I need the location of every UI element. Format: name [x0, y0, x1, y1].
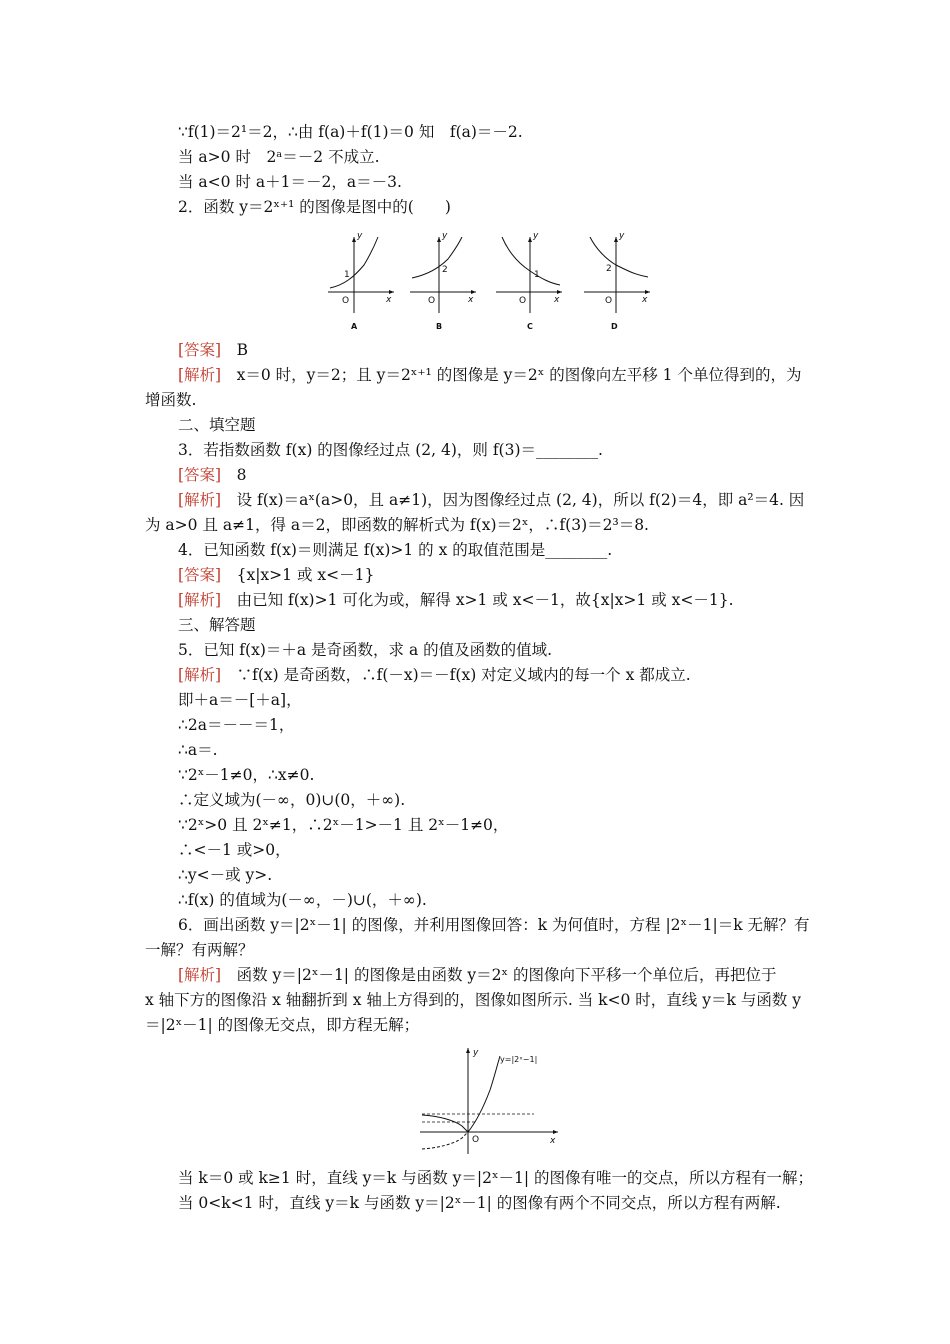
- analysis-4: [178, 590, 734, 610]
- section-answer: 三、解答题: [178, 616, 256, 634]
- analysis-tag: [解析]: [178, 366, 222, 384]
- text-line-25: ∴<－1 或>0，: [178, 841, 291, 859]
- figure-abs-graph: [418, 1044, 564, 1158]
- fig1-a-mark: 1: [344, 270, 350, 280]
- fig1-a-letter: A: [351, 322, 358, 331]
- analysis-2: [178, 365, 801, 385]
- text-line-22: ∵2ˣ－1≠0，∴x≠0.: [178, 766, 315, 784]
- text-line-20: ∴2a＝－－＝1，: [178, 716, 295, 734]
- text-line-24: ∵2ˣ>0 且 2ˣ≠1，∴2ˣ－1>－1 且 2ˣ－1≠0，: [178, 816, 509, 834]
- analysis-4-text: 由已知 f(x)>1 可化为或，解得 x>1 或 x<－1，故{x|x>1 或 x<－1}.: [236, 591, 734, 609]
- text-line-1: ∵f(1)＝2¹＝2，∴由 f(a)＋f(1)＝0 知 f(a)＝－2.: [178, 123, 523, 141]
- text-line-12: 为 a>0 且 a≠1，得 a＝2，即函数的解析式为 f(x)＝2ˣ，∴f(3)＝2³＝8.: [145, 516, 649, 534]
- fig2-origin: O: [472, 1135, 480, 1145]
- answer-3-value: 8: [236, 466, 247, 484]
- text-line-27: ∴f(x) 的值域为(－∞，－)∪(，＋∞).: [178, 891, 427, 909]
- fig1-d-x-label: x: [642, 295, 648, 305]
- text-line-32: ＝|2ˣ－1| 的图像无交点，即方程无解；: [145, 1016, 420, 1034]
- answer-2: [178, 340, 248, 360]
- question-6: 6．画出函数 y＝|2ˣ－1| 的图像，并利用图像回答：k 为何值时，方程 |2ˣ－1|＝k 无解？有: [178, 916, 810, 934]
- fig1-c-mark: 1: [534, 270, 540, 280]
- text-line-21: ∴a＝.: [178, 741, 218, 759]
- fig1-b-x-label: x: [468, 295, 474, 305]
- fig1-c-x-label: x: [554, 295, 560, 305]
- text-line-2: 当 a>0 时 2ᵃ＝－2 不成立.: [178, 148, 380, 166]
- fig1-b-letter: B: [436, 322, 443, 331]
- text-line-3: 当 a<0 时 a＋1＝－2，a＝－3.: [178, 173, 402, 191]
- text-line-26: ∴y<－或 y>.: [178, 866, 273, 884]
- fig1-b-y-label: y: [442, 231, 448, 241]
- fig1-d-letter: D: [611, 322, 618, 331]
- fig2-y-label: y: [473, 1048, 479, 1058]
- fig1-b-mark: 2: [442, 265, 448, 275]
- answer-tag: [答案]: [178, 566, 222, 584]
- text-line-19: 即＋a＝－[＋a]，: [178, 691, 302, 709]
- question-5: 5．已知 f(x)＝＋a 是奇函数，求 a 的值及函数的值域.: [178, 641, 553, 659]
- answer-2-value: B: [236, 341, 248, 359]
- analysis-3: [178, 490, 804, 510]
- question-4: 4．已知函数 f(x)＝则满足 f(x)>1 的 x 的取值范围是________.: [178, 541, 613, 559]
- analysis-2-text: x＝0 时，y＝2；且 y＝2ˣ⁺¹ 的图像是 y＝2ˣ 的图像向左平移 1 个单位得到的，为: [236, 366, 802, 384]
- fig1-d-mark: 2: [606, 264, 612, 274]
- fig1-a-origin: O: [342, 296, 350, 306]
- section-fill-blank: 二、填空题: [178, 416, 256, 434]
- fig1-b-origin: O: [428, 296, 436, 306]
- analysis-tag: [解析]: [178, 491, 222, 509]
- text-line-7: 增函数.: [145, 391, 197, 409]
- analysis-tag: [解析]: [178, 666, 222, 684]
- analysis-5: [178, 665, 691, 685]
- fig1-d-origin: O: [605, 296, 613, 306]
- fig1-c-y-label: y: [533, 231, 539, 241]
- question-2: 2．函数 y＝2ˣ⁺¹ 的图像是图中的( ): [178, 198, 451, 216]
- figure-options-graphs: [318, 225, 658, 335]
- analysis-6: [178, 965, 777, 985]
- answer-4: [178, 565, 374, 585]
- question-3: 3．若指数函数 f(x) 的图像经过点 (2, 4)，则 f(3)＝________.: [178, 441, 603, 459]
- analysis-3-text: 设 f(x)＝aˣ(a>0，且 a≠1)，因为图像经过点 (2, 4)，所以 f(2)＝4，即 a²＝4. 因: [236, 491, 805, 509]
- analysis-tag: [解析]: [178, 591, 222, 609]
- text-line-31: x 轴下方的图像沿 x 轴翻折到 x 轴上方得到的，图像如图所示. 当 k<0 时，直线 y＝k 与函数 y: [145, 991, 801, 1009]
- fig1-c-origin: O: [519, 296, 527, 306]
- analysis-tag: [解析]: [178, 966, 222, 984]
- analysis-6-text: 函数 y＝|2ˣ－1| 的图像是由函数 y＝2ˣ 的图像向下平移一个单位后，再把位于: [236, 966, 777, 984]
- fig1-d-y-label: y: [619, 231, 625, 241]
- fig1-c-letter: C: [527, 322, 533, 331]
- fig2-curve-label: y=|2ˣ−1|: [500, 1055, 538, 1064]
- answer-3: [178, 465, 246, 485]
- fig2-x-label: x: [550, 1136, 556, 1146]
- question-6-cont: 一解？有两解？: [145, 941, 254, 959]
- answer-4-value: {x|x>1 或 x<－1}: [236, 566, 375, 584]
- text-line-23: ∴定义域为(－∞，0)∪(0，＋∞).: [178, 791, 406, 809]
- answer-tag: [答案]: [178, 341, 222, 359]
- answer-tag: [答案]: [178, 466, 222, 484]
- fig1-a-y-label: y: [357, 231, 363, 241]
- fig1-a-x-label: x: [386, 295, 392, 305]
- text-line-33: 当 k＝0 或 k≥1 时，直线 y＝k 与函数 y＝|2ˣ－1| 的图像有唯一的交点，所以方程有一解；: [178, 1169, 814, 1187]
- analysis-5-text: ∵f(x) 是奇函数，∴f(－x)＝－f(x) 对定义域内的每一个 x 都成立.: [236, 666, 691, 684]
- text-line-34: 当 0<k<1 时，直线 y＝k 与函数 y＝|2ˣ－1| 的图像有两个不同交点，所以方程有两解.: [178, 1194, 781, 1212]
